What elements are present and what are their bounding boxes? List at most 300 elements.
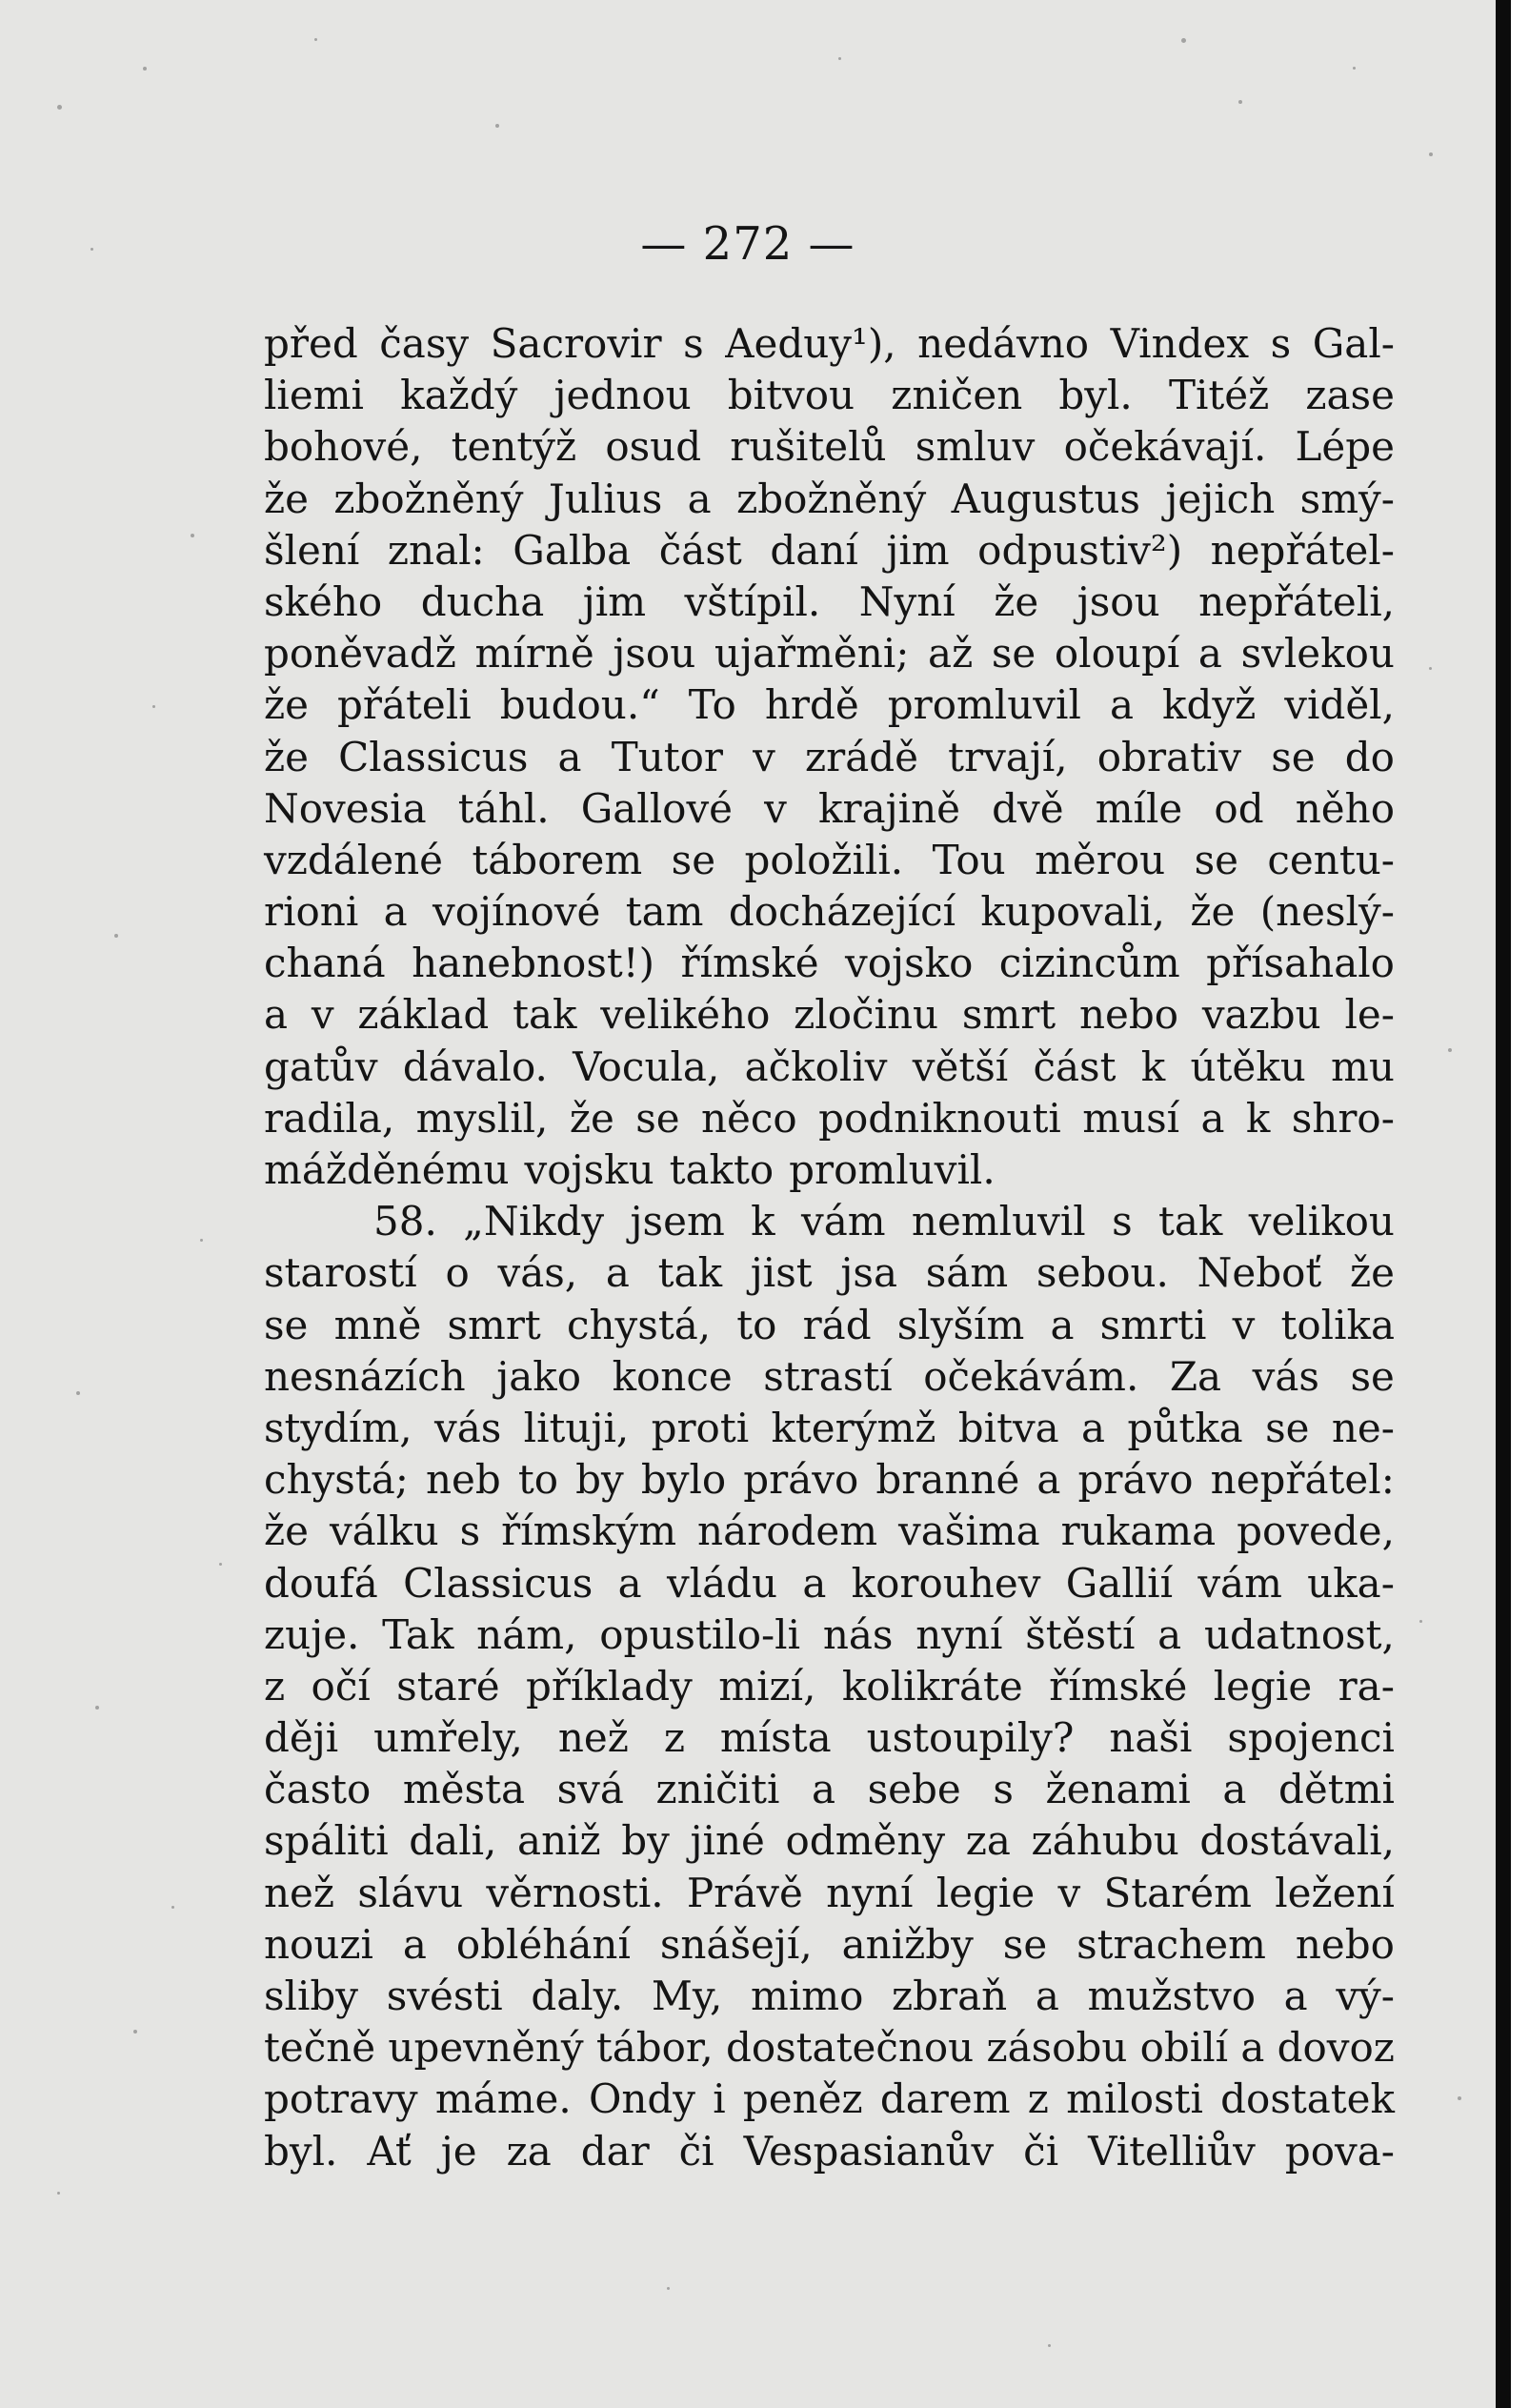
word: nepřáteli,	[1198, 577, 1395, 625]
word: dovoz	[1277, 2024, 1395, 2072]
word: pova-	[1284, 2127, 1395, 2175]
word: místa	[719, 1714, 832, 1762]
word: Vocula,	[573, 1042, 720, 1090]
scan-speck	[143, 67, 147, 71]
word: a	[264, 991, 289, 1039]
word: za	[506, 2127, 552, 2175]
word: než	[557, 1714, 629, 1762]
word: to	[736, 1301, 777, 1348]
word: konce	[612, 1352, 733, 1400]
word: a	[1200, 1094, 1225, 1142]
scan-speck	[1419, 1620, 1422, 1623]
scan-speck	[314, 38, 317, 41]
word: bitva	[957, 1404, 1059, 1451]
word: každý	[400, 372, 518, 419]
word: jsou	[1076, 577, 1160, 625]
word: a	[1157, 1610, 1182, 1658]
word: se	[1271, 733, 1316, 780]
word: s	[1112, 1198, 1133, 1245]
word: legie	[1213, 1662, 1313, 1710]
word: měrou	[1035, 836, 1166, 883]
word: svlekou	[1240, 630, 1395, 678]
word: nesnázích	[264, 1352, 466, 1400]
word: chaná	[264, 940, 386, 987]
word: smrt	[961, 991, 1056, 1039]
text-line	[264, 1454, 1395, 1506]
word: Tutor	[611, 733, 723, 780]
word: darem	[879, 2075, 1011, 2123]
text-line	[264, 732, 1395, 783]
word: myslil,	[415, 1094, 549, 1142]
word: v	[1057, 1869, 1081, 1916]
word: hrdě	[764, 681, 859, 729]
word: mně	[333, 1301, 422, 1348]
word: Nyní	[858, 577, 956, 625]
word: Právě	[686, 1869, 803, 1916]
word: štěstí	[1025, 1610, 1136, 1658]
text-line	[264, 1971, 1395, 2022]
word: Ať	[367, 2127, 412, 2175]
word: jsem	[630, 1198, 725, 1245]
word: římským	[501, 1508, 677, 1555]
word: s	[993, 1766, 1014, 1813]
word: jim	[886, 526, 950, 574]
word: očekávám.	[923, 1352, 1139, 1400]
word: uka-	[1307, 1559, 1395, 1607]
word: slyším	[896, 1301, 1025, 1348]
word: a	[1222, 1766, 1247, 1813]
word: le-	[1344, 991, 1395, 1039]
word: vás,	[497, 1249, 578, 1297]
word: a	[1283, 1973, 1308, 2019]
word: promluvil.	[789, 1146, 996, 1193]
word: udatnost,	[1203, 1610, 1395, 1658]
text-line	[264, 1661, 1395, 1712]
word: aniž	[517, 1817, 601, 1865]
word: že	[264, 475, 309, 522]
word: nyní	[915, 1610, 1003, 1658]
word: národem	[697, 1508, 878, 1555]
word: proti	[651, 1404, 750, 1451]
word: k	[1245, 1094, 1271, 1142]
word: takto	[669, 1146, 775, 1193]
word: máme.	[434, 2075, 572, 2123]
word: se	[635, 1094, 680, 1142]
scan-speck	[667, 2287, 670, 2290]
word: jsa	[840, 1249, 898, 1297]
text-line	[264, 783, 1395, 835]
word: nebo	[1295, 1920, 1395, 1968]
word: zločinu	[794, 991, 939, 1039]
word: mírně	[474, 630, 594, 678]
scan-speck	[838, 57, 841, 60]
word: se	[671, 836, 716, 883]
word: v	[764, 784, 787, 832]
word: sliby	[264, 1973, 359, 2019]
word: My,	[651, 1973, 723, 2019]
word: římské	[680, 940, 819, 987]
word: přáteli	[337, 681, 472, 729]
word: tak	[513, 991, 577, 1039]
word: 58.	[373, 1198, 437, 1245]
text-line	[264, 1815, 1395, 1867]
word: často	[264, 1766, 372, 1813]
text-line	[264, 1351, 1395, 1403]
word: mužstvo	[1087, 1973, 1256, 2019]
word: znal:	[387, 526, 485, 574]
word: obilí	[1139, 2024, 1229, 2072]
word: nemluvil	[911, 1198, 1086, 1245]
word: velikého	[600, 991, 771, 1039]
word: část	[1033, 1042, 1117, 1090]
word: příklady	[525, 1662, 693, 1710]
word: se	[1002, 1920, 1048, 1968]
word: kupovali,	[980, 888, 1166, 936]
scan-speck	[1353, 67, 1356, 70]
word: radila,	[264, 1094, 395, 1142]
word: se	[991, 630, 1036, 678]
word: mu	[1331, 1042, 1395, 1090]
word: sebou.	[1036, 1249, 1169, 1297]
word: opustilo-li	[599, 1610, 801, 1658]
word: ustoupily?	[866, 1714, 1075, 1762]
word: Neboť	[1197, 1249, 1322, 1297]
word: a	[605, 1249, 630, 1297]
text-line	[264, 1764, 1395, 1815]
text-line	[264, 474, 1395, 525]
word: táhl.	[457, 784, 550, 832]
scan-speck	[114, 934, 118, 938]
word: doufá	[264, 1559, 378, 1607]
word: položili.	[744, 836, 904, 883]
word: a	[557, 733, 582, 780]
word: „Nikdy	[463, 1198, 605, 1245]
word: v	[753, 733, 775, 780]
word: záhubu	[1031, 1817, 1179, 1865]
text-line	[264, 989, 1395, 1041]
word: lituji,	[523, 1404, 630, 1451]
text-line	[264, 2074, 1395, 2125]
word: dostatečnou	[725, 2024, 975, 2072]
word: by	[575, 1456, 624, 1504]
word: ději	[264, 1714, 339, 1762]
word: ne-	[1331, 1404, 1395, 1451]
text-line	[264, 370, 1395, 421]
text-line	[264, 1558, 1395, 1609]
scan-speck	[76, 1391, 80, 1395]
page-number: — 272 —	[640, 217, 855, 271]
word: se	[1265, 1404, 1310, 1451]
word: cizincům	[998, 940, 1180, 987]
word: povede,	[1237, 1508, 1395, 1555]
word: staré	[396, 1662, 500, 1710]
word: vám	[1197, 1559, 1282, 1607]
word: ženami	[1045, 1766, 1191, 1813]
word: rád	[802, 1301, 872, 1348]
word: viděl,	[1284, 681, 1395, 729]
word: strastí	[763, 1352, 893, 1400]
word: mážděnému	[264, 1146, 510, 1193]
word: sám	[925, 1249, 1009, 1297]
word: budou.“	[499, 681, 660, 729]
word: a	[1240, 2024, 1265, 2072]
word: a	[687, 475, 712, 522]
word: nebo	[1078, 991, 1179, 1039]
word: dostávali,	[1199, 1817, 1395, 1865]
word: ležení	[1275, 1869, 1395, 1916]
word: tolika	[1280, 1301, 1395, 1348]
word: stydím,	[264, 1404, 412, 1451]
word: musí	[1082, 1094, 1180, 1142]
word: smý-	[1299, 475, 1395, 522]
word: odpustiv²)	[977, 526, 1183, 574]
word: obrativ	[1096, 733, 1242, 780]
word: či	[678, 2127, 714, 2175]
text-line	[264, 1144, 1395, 1196]
word: vojsku	[524, 1146, 654, 1193]
word: shro-	[1291, 1094, 1395, 1142]
word: upevněný	[388, 2024, 584, 2072]
scan-speck	[1458, 2096, 1461, 2100]
word: naši	[1109, 1714, 1193, 1762]
word: vašima	[898, 1508, 1040, 1555]
word: rušitelů	[730, 423, 887, 471]
word: že	[569, 1094, 614, 1142]
word: docházející	[728, 888, 956, 936]
scan-speck	[91, 248, 93, 251]
word: a	[1109, 681, 1134, 729]
word: nepřátel:	[1210, 1456, 1395, 1504]
scan-speck	[1181, 38, 1186, 43]
text-line	[264, 525, 1395, 577]
word: se	[1194, 836, 1238, 883]
word: Classicus	[403, 1559, 593, 1607]
text-line	[264, 318, 1395, 370]
word: se	[1350, 1352, 1395, 1400]
text-line	[264, 577, 1395, 628]
word: Aeduy¹),	[725, 320, 896, 367]
word: když	[1162, 681, 1257, 729]
text-line	[264, 628, 1395, 679]
word: od	[1214, 784, 1264, 832]
word: až	[928, 630, 974, 678]
word: vládu	[666, 1559, 778, 1607]
word: část	[658, 526, 742, 574]
word: do	[1344, 733, 1395, 780]
word: právo	[1077, 1456, 1194, 1504]
word: promluvil	[887, 681, 1081, 729]
word: půtka	[1127, 1404, 1243, 1451]
word: s	[683, 320, 704, 367]
scan-speck	[495, 124, 499, 128]
word: s	[1270, 320, 1292, 367]
word: Gallové	[580, 784, 734, 832]
word: kolikráte	[841, 1662, 1023, 1710]
word: očekávají.	[1063, 423, 1267, 471]
word: potravy	[264, 2075, 418, 2123]
word: Galba	[513, 526, 632, 574]
word: základ	[357, 991, 490, 1039]
word: peněz	[742, 2075, 863, 2123]
scan-speck	[57, 2192, 60, 2195]
text-line	[264, 1919, 1395, 1971]
word: spáliti	[264, 1817, 389, 1865]
text-line	[264, 1403, 1395, 1454]
word: podniknouti	[818, 1094, 1061, 1142]
word: rukama	[1060, 1508, 1217, 1555]
word: zase	[1305, 372, 1395, 419]
word: kterýmž	[771, 1404, 936, 1451]
text-line	[264, 1093, 1395, 1144]
word: zbožněný	[333, 475, 524, 522]
word: zásobu	[986, 2024, 1128, 2072]
word: zničiti	[655, 1766, 780, 1813]
word: že	[1350, 1249, 1395, 1297]
word: trvají,	[948, 733, 1068, 780]
word: něho	[1295, 784, 1395, 832]
word: a	[802, 1559, 827, 1607]
scan-edge	[1496, 0, 1511, 2408]
word: centu-	[1267, 836, 1395, 883]
word: strachem	[1076, 1920, 1266, 1968]
word: bylo	[640, 1456, 727, 1504]
word: a	[383, 888, 408, 936]
scan-speck	[1048, 2344, 1051, 2347]
word: nepřátel-	[1210, 526, 1395, 574]
word: osud	[605, 423, 702, 471]
word: Vespasianův	[743, 2127, 995, 2175]
word: jako	[496, 1352, 582, 1400]
word: zbraň	[892, 1973, 1008, 2019]
word: Tou	[932, 836, 1006, 883]
word: jist	[750, 1249, 813, 1297]
word: jednou	[553, 372, 692, 419]
word: ského	[264, 577, 383, 625]
word: a	[1036, 1456, 1061, 1504]
word: zuje.	[264, 1610, 360, 1658]
scan-speck	[191, 534, 194, 537]
word: korouhev	[851, 1559, 1041, 1607]
scan-speck	[200, 1239, 203, 1242]
word: a	[1050, 1301, 1075, 1348]
word: větší	[912, 1042, 1009, 1090]
word: v	[311, 991, 334, 1039]
word: Za	[1169, 1352, 1222, 1400]
scan-speck	[1429, 667, 1432, 670]
word: to	[517, 1456, 559, 1504]
word: branné	[875, 1456, 1020, 1504]
word: jejich	[1165, 475, 1276, 522]
word: Sacrovir	[490, 320, 662, 367]
text-line	[264, 886, 1395, 938]
word: smrt	[447, 1301, 541, 1348]
scan-speck	[133, 2030, 137, 2034]
word: a	[1197, 630, 1222, 678]
text-line	[264, 679, 1395, 731]
word: chystá,	[566, 1301, 712, 1348]
word: očí	[311, 1662, 371, 1710]
word: umřely,	[373, 1714, 523, 1762]
word: šlení	[264, 526, 360, 574]
word: nám,	[476, 1610, 577, 1658]
word: nyní	[826, 1869, 914, 1916]
word: vštípil.	[684, 577, 821, 625]
scan-speck	[95, 1706, 99, 1710]
word: je	[440, 2127, 477, 2175]
word: míle	[1095, 784, 1183, 832]
word: vás	[433, 1404, 502, 1451]
word: města	[402, 1766, 526, 1813]
word: svá	[556, 1766, 624, 1813]
word: dostatek	[1220, 2075, 1395, 2123]
scan-speck	[1448, 1048, 1452, 1052]
word: jsou	[613, 630, 696, 678]
word: chystá;	[264, 1456, 409, 1504]
text-line	[264, 1868, 1395, 1919]
word: než	[264, 1869, 335, 1916]
text-line	[264, 835, 1395, 886]
word: daly.	[531, 1973, 624, 2019]
word: útěku	[1190, 1042, 1306, 1090]
word: dar	[580, 2127, 650, 2175]
word: dávalo.	[402, 1042, 548, 1090]
word: a	[1035, 1973, 1059, 2019]
word: liemi	[264, 372, 364, 419]
word: Julius	[548, 475, 663, 522]
word: za	[965, 1817, 1011, 1865]
text-line	[264, 2126, 1395, 2177]
word: nedávno	[917, 320, 1090, 367]
text-line	[264, 1300, 1395, 1351]
text-line	[264, 1609, 1395, 1661]
word: mimo	[751, 1973, 864, 2019]
text-line	[264, 1712, 1395, 1764]
word: byl.	[1058, 372, 1133, 419]
word: ra-	[1338, 1662, 1395, 1710]
word: vám	[800, 1198, 886, 1245]
word: dětmi	[1278, 1766, 1395, 1813]
word: slávu	[357, 1869, 464, 1916]
word: oloupí	[1054, 630, 1180, 678]
word: mizí,	[718, 1662, 816, 1710]
word: odměny	[785, 1817, 946, 1865]
word: vojínové	[433, 888, 601, 936]
word: rioni	[264, 888, 359, 936]
scan-speck	[1429, 152, 1433, 156]
text-line	[264, 1196, 1395, 1247]
word: s	[459, 1508, 481, 1555]
word: z	[1027, 2075, 1049, 2123]
body-text	[264, 318, 1395, 2177]
word: (neslý-	[1259, 888, 1395, 936]
word: zničen	[891, 372, 1023, 419]
word: tam	[625, 888, 704, 936]
word: byl.	[264, 2127, 338, 2175]
word: Augustus	[951, 475, 1140, 522]
word: svésti	[386, 1973, 503, 2019]
word: jiné	[690, 1817, 765, 1865]
word: či	[1023, 2127, 1059, 2175]
word: před	[264, 320, 358, 367]
word: krajině	[818, 784, 960, 832]
word: k	[751, 1198, 775, 1245]
word: Tak	[382, 1610, 454, 1658]
word: tentýž	[451, 423, 577, 471]
text-line	[264, 1247, 1395, 1299]
word: snášejí,	[659, 1920, 813, 1968]
text-line	[264, 1042, 1395, 1093]
word: zbožněný	[736, 475, 927, 522]
